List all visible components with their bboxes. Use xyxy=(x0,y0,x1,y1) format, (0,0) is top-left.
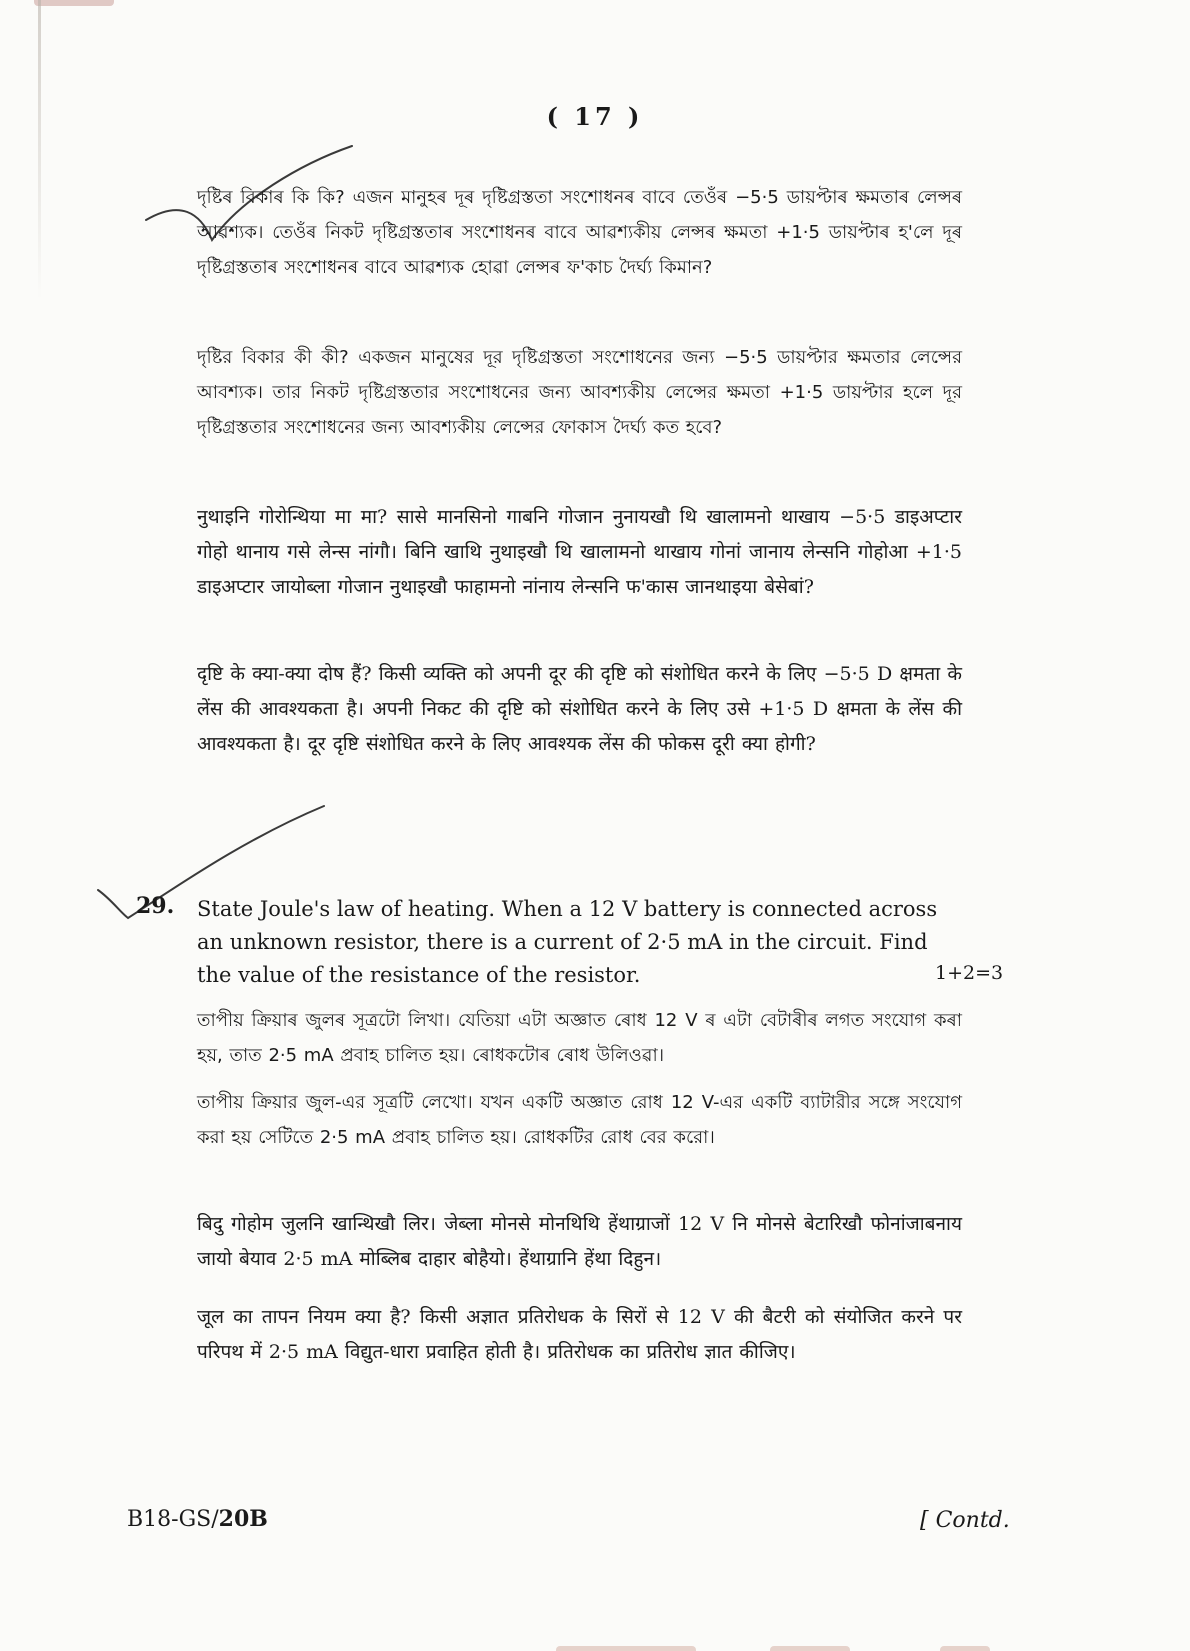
scan-artifact-left-edge xyxy=(38,0,41,300)
scan-artifact-top xyxy=(34,0,114,6)
q29-marks: 1+2=3 xyxy=(935,962,1004,984)
q29-bengali-text: তাপীয় ক্রিয়ার জুল-এর সূত্রটি লেখো। যখন একটি অজ্ঞাত রোধ 12 V-এর একটি ব্যাটারীর সঙ্গে সংযোগ করা হয় সেটিতে 2·5 mA প্রবাহ চালিত হয়। রোধকটির রোধ বের করো। xyxy=(197,1092,962,1148)
footer-contd-text: [ Contd. xyxy=(920,1508,1010,1533)
scan-artifact-bottom-3 xyxy=(940,1646,990,1651)
scan-artifact-bottom-1 xyxy=(556,1646,696,1651)
q29-assamese-text: তাপীয় ক্ৰিয়াৰ জুলৰ সূত্ৰটো লিখা। যেতিয়া এটা অজ্ঞাত ৰোধ 12 V ৰ এটা বেটাৰীৰ লগত সংযোগ কৰা হয়, তাত 2·5 mA প্ৰবাহ চালিত হয়। ৰোধকটোৰ ৰোধ উলিওৱা। xyxy=(197,1010,962,1066)
footer-code-prefix: B18-GS/ xyxy=(127,1507,219,1532)
footer-contd xyxy=(920,1508,1010,1533)
q28-assamese-text: দৃষ্টিৰ বিকাৰ কি কি? এজন মানুহৰ দূৰ দৃষ্টিগ্ৰস্ততা সংশোধনৰ বাবে তেওঁৰ −5·5 ডায়প্টাৰ ক্ষমতাৰ লেন্সৰ আৱশ্যক। তেওঁৰ নিকট দৃষ্টিগ্ৰস্ততাৰ সংশোধনৰ বাবে আৱশ্যকীয় লেন্সৰ ক্ষমতা +1·5 ডায়প্টাৰ হ'লে দূৰ দৃষ্টিগ্ৰস্ততাৰ সংশোধনৰ বাবে আৱশ্যক হোৱা লেন্সৰ ফ'কাচ দৈৰ্ঘ্য কিমান? xyxy=(197,187,962,278)
page-number: ( 17 ) xyxy=(546,102,644,131)
footer-paper-code xyxy=(127,1506,268,1532)
q28-bengali-text: দৃষ্টির বিকার কী কী? একজন মানুষের দূর দৃষ্টিগ্রস্ততা সংশোধনের জন্য −5·5 ডায়প্টার ক্ষমতার লেন্সের আবশ্যক। তার নিকট দৃষ্টিগ্রস্ততার সংশোধনের জন্য আবশ্যকীয় লেন্সের ক্ষমতা +1·5 ডায়প্টার হলে দূর দৃষ্টিগ্রস্ততার সংশোধনের জন্য আবশ্যকীয় লেন্সের ফোকাস দৈর্ঘ্য কত হবে? xyxy=(197,347,962,438)
q29-english-text: State Joule's law of heating. When a 12 V battery is connected across an unknown resistor, there is a current of 2·5 mA in the circuit. Find the value of the resistance of the resistor. xyxy=(197,897,938,987)
q29-bodo-text: बिदु गोहोम जुलनि खान्थिखौ लिर। जेब्ला मोनसे मोनथिथि हेंथाग्राजों 12 V नि मोनसे बेटारिखौ फोनांजाबनाय जायो बेयाव 2·5 mA मोब्लिब दाहार बोहैयो। हेंथाग्रानि हेंथा दिहुन। xyxy=(197,1213,962,1270)
q28-hindi-text: दृष्टि के क्या-क्या दोष हैं? किसी व्यक्ति को अपनी दूर की दृष्टि को संशोधित करने के लिए −5·5 D क्षमता के लेंस की आवश्यकता है। अपनी निकट की दृष्टि को संशोधित करने के लिए उसे +1·5 D क्षमता के लेंस की आवश्यकता है। दूर दृष्टि संशोधित करने के लिए आवश्यक लेंस की फोकस दूरी क्या होगी? xyxy=(197,663,962,755)
q28-bodo-text: नुथाइनि गोरोन्थिया मा मा? सासे मानसिनो गाबनि गोजान नुनायखौ थि खालामनो थाखाय −5·5 डाइअप्टार गोहो थानाय गसे लेन्स नांगौ। बिनि खाथि नुथाइखौ थि खालामनो थाखाय गोनां जानाय लेन्सनि गोहोआ +1·5 डाइअप्टार जायोब्ला गोजान नुथाइखौ फाहामनो नांनाय लेन्सनि फ'कास जानथाइया बेसेबां? xyxy=(197,506,962,598)
q29-hindi-text: जूल का तापन नियम क्या है? किसी अज्ञात प्रतिरोधक के सिरों से 12 V की बैटरी को संयोजित करने पर परिपथ में 2·5 mA विद्युत-धारा प्रवाहित होती है। प्रतिरोधक का प्रतिरोध ज्ञात कीजिए। xyxy=(197,1306,962,1363)
scan-artifact-bottom-2 xyxy=(770,1646,850,1651)
q29-number: 29. xyxy=(136,893,175,919)
footer-code-bold: 20B xyxy=(218,1506,268,1532)
